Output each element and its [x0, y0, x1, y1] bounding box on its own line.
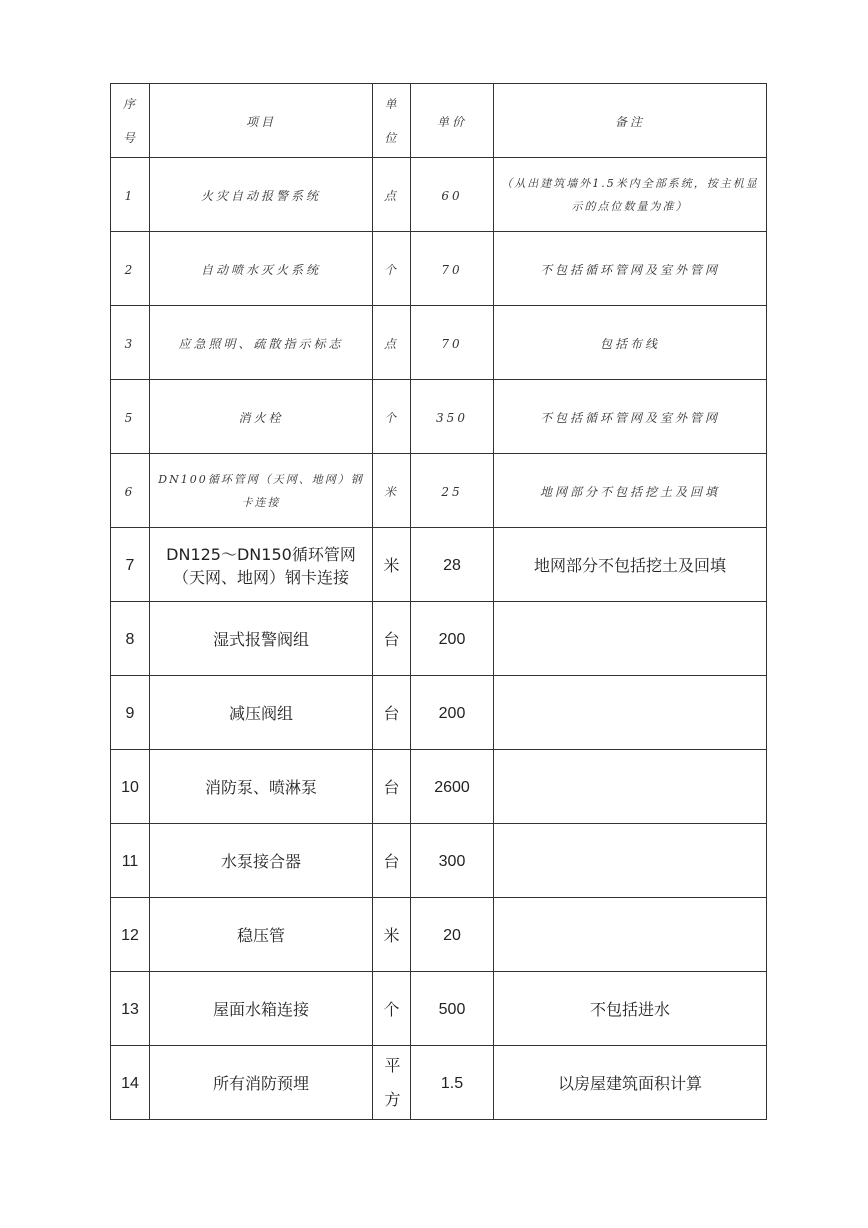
table-row	[111, 898, 767, 972]
row-unit: 台	[373, 750, 411, 824]
row-number: 11	[111, 824, 150, 898]
row-price: 20	[411, 898, 494, 972]
price-table	[110, 83, 767, 1120]
row-price: 350	[411, 380, 494, 454]
table-row	[111, 1046, 767, 1120]
row-number: 7	[111, 528, 150, 602]
table-body	[111, 158, 767, 1120]
row-price: 300	[411, 824, 494, 898]
row-number: 12	[111, 898, 150, 972]
row-unit: 台	[373, 602, 411, 676]
row-price: 2600	[411, 750, 494, 824]
row-number: 10	[111, 750, 150, 824]
row-price: 500	[411, 972, 494, 1046]
header-no: 序号	[111, 84, 150, 158]
row-remark: 包括布线	[494, 306, 767, 380]
row-number: 14	[111, 1046, 150, 1120]
row-item: 屋面水箱连接	[150, 972, 373, 1046]
row-item: 自动喷水灭火系统	[150, 232, 373, 306]
header-item: 项目	[150, 84, 373, 158]
row-item: 减压阀组	[150, 676, 373, 750]
row-number: 3	[111, 306, 150, 380]
table-header-row	[111, 84, 767, 158]
row-remark: 地网部分不包括挖土及回填	[494, 454, 767, 528]
table-row	[111, 158, 767, 232]
row-price: 200	[411, 676, 494, 750]
row-unit: 米	[373, 454, 411, 528]
row-remark	[494, 824, 767, 898]
row-unit: 平方	[373, 1046, 411, 1120]
row-price: 28	[411, 528, 494, 602]
row-item: 火灾自动报警系统	[150, 158, 373, 232]
header-unit: 单位	[373, 84, 411, 158]
row-unit: 个	[373, 232, 411, 306]
table-row	[111, 232, 767, 306]
row-number: 8	[111, 602, 150, 676]
row-remark: 不包括循环管网及室外管网	[494, 232, 767, 306]
row-price: 25	[411, 454, 494, 528]
row-price: 60	[411, 158, 494, 232]
row-unit: 台	[373, 676, 411, 750]
row-unit: 个	[373, 380, 411, 454]
row-remark	[494, 676, 767, 750]
row-remark: 地网部分不包括挖土及回填	[494, 528, 767, 602]
row-remark	[494, 602, 767, 676]
row-item: 水泵接合器	[150, 824, 373, 898]
row-item: 消火栓	[150, 380, 373, 454]
row-item: DN125～DN150循环管网（天网、地网）钢卡连接	[150, 528, 373, 602]
table-row	[111, 972, 767, 1046]
row-price: 1.5	[411, 1046, 494, 1120]
table-row	[111, 676, 767, 750]
row-price: 70	[411, 232, 494, 306]
row-number: 1	[111, 158, 150, 232]
row-price: 200	[411, 602, 494, 676]
table-row	[111, 750, 767, 824]
table-row	[111, 380, 767, 454]
row-remark: 不包括循环管网及室外管网	[494, 380, 767, 454]
table-row	[111, 306, 767, 380]
row-number: 9	[111, 676, 150, 750]
header-remark: 备注	[494, 84, 767, 158]
table-row	[111, 824, 767, 898]
row-number: 13	[111, 972, 150, 1046]
table-row	[111, 528, 767, 602]
table-row	[111, 602, 767, 676]
row-item: DN100循环管网（天网、地网）钢卡连接	[150, 454, 373, 528]
row-remark	[494, 750, 767, 824]
row-item: 湿式报警阀组	[150, 602, 373, 676]
row-number: 5	[111, 380, 150, 454]
row-unit: 米	[373, 898, 411, 972]
row-remark	[494, 898, 767, 972]
row-item: 所有消防预埋	[150, 1046, 373, 1120]
row-remark: 以房屋建筑面积计算	[494, 1046, 767, 1120]
row-item: 应急照明、疏散指示标志	[150, 306, 373, 380]
row-number: 2	[111, 232, 150, 306]
row-number: 6	[111, 454, 150, 528]
row-unit: 米	[373, 528, 411, 602]
row-price: 70	[411, 306, 494, 380]
row-unit: 点	[373, 158, 411, 232]
row-remark: （从出建筑墙外1.5米内全部系统，按主机显示的点位数量为准）	[494, 158, 767, 232]
row-unit: 台	[373, 824, 411, 898]
row-unit: 点	[373, 306, 411, 380]
row-item: 消防泵、喷淋泵	[150, 750, 373, 824]
table-row	[111, 454, 767, 528]
row-item: 稳压管	[150, 898, 373, 972]
header-price: 单价	[411, 84, 494, 158]
row-unit: 个	[373, 972, 411, 1046]
row-remark: 不包括进水	[494, 972, 767, 1046]
